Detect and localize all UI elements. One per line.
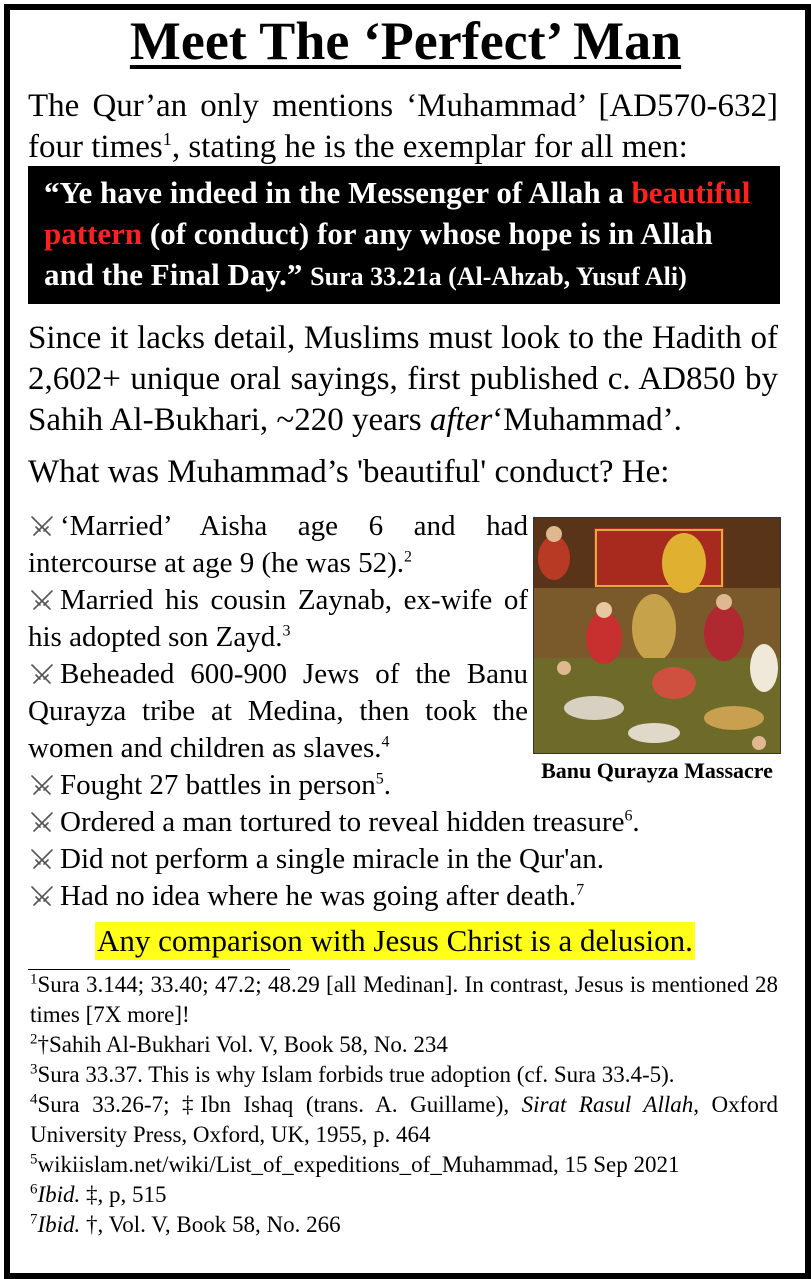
conclusion-highlight: Any comparison with Jesus Christ is a delusion. [97, 923, 693, 958]
hadith-line-3: Sahih Al-Bukhari, ~220 years after‘Muhammad’. [28, 402, 682, 438]
list-item: Had no idea where he was going after death.$^7$ [28, 878, 788, 915]
footnote: $^4$Sura 33.26-7; ‡Ibn Ishaq (trans. A. Guillame), Sirat Rasul Allah, Oxford University Press, Oxford, UK, 1955, p. 464 [30, 1091, 778, 1147]
footnote: $^6$Ibid. ‡, p, 515 [30, 1181, 167, 1207]
conduct-list [28, 508, 528, 804]
crossed-swords-icon [28, 585, 56, 609]
hadith-line-2: 2,602+ unique oral sayings, first published c. AD850 by [28, 361, 778, 397]
quote-reference: Sura 33.21a (Al-Ahzab, Yusuf Ali) [310, 262, 687, 291]
crossed-swords-icon [28, 844, 56, 868]
hadith-line-1: Since it lacks detail, Muslims must look to the Hadith of [28, 320, 778, 356]
massacre-painting [533, 517, 781, 754]
crossed-swords-icon [28, 511, 56, 535]
list-item: Beheaded 600-900 Jews of the Banu Qurayza tribe at Medina, then took the women and children as slaves.$^4$ [28, 658, 528, 764]
intro-line-2: four times$^1$, stating he is the exemplar for all men: [28, 129, 688, 165]
conduct-question: What was Muhammad’s 'beautiful' conduct? He: [28, 454, 670, 490]
list-item: ‘Married’ Aisha age 6 and had intercourse at age 9 (he was 52).$^2$ [28, 510, 528, 579]
list-item: Fought 27 battles in person$^5$. [28, 767, 528, 804]
footnotes [30, 970, 778, 1240]
page-title: Meet The ‘Perfect’ Man [129, 11, 682, 71]
list-item: Married his cousin Zaynab, ex-wife of his adopted son Zayd.$^3$ [28, 584, 528, 653]
crossed-swords-icon [28, 807, 56, 831]
quote-box: “Ye have indeed in the Messenger of Allah a beautiful pattern (of conduct) for any whose hope is in Allah and the Final Day.” Sura 33.21a (Al-Ahzab, Yusuf Ali) [28, 166, 780, 304]
footnote: $^3$Sura 33.37. This is why Islam forbids true adoption (cf. Sura 33.4-5). [30, 1061, 675, 1087]
list-item: Did not perform a single miracle in the Qur'an. [28, 841, 788, 878]
intro-line-1: The Qur’an only mentions ‘Muhammad’ [AD570-632] [28, 88, 778, 124]
footnote: $^1$Sura 3.144; 33.40; 47.2; 48.29 [all Medinan]. In contrast, Jesus is mentioned 28 times [7X more]! [30, 971, 778, 1027]
footnote: $^7$Ibid. †, Vol. V, Book 58, No. 266 [30, 1211, 341, 1237]
footnote: $^2$†Sahih Al-Bukhari Vol. V, Book 58, No. 234 [30, 1031, 448, 1057]
crossed-swords-icon [28, 659, 56, 683]
crossed-swords-icon [28, 770, 56, 794]
crossed-swords-icon [28, 881, 56, 905]
footnote: $^5$wikiislam.net/wiki/List_of_expeditions_of_Muhammad, 15 Sep 2021 [30, 1151, 680, 1177]
image-caption: Banu Qurayza Massacre [541, 758, 773, 783]
list-item: Ordered a man tortured to reveal hidden treasure$^6$. [28, 804, 788, 841]
quote-highlight: beautiful [631, 175, 751, 210]
